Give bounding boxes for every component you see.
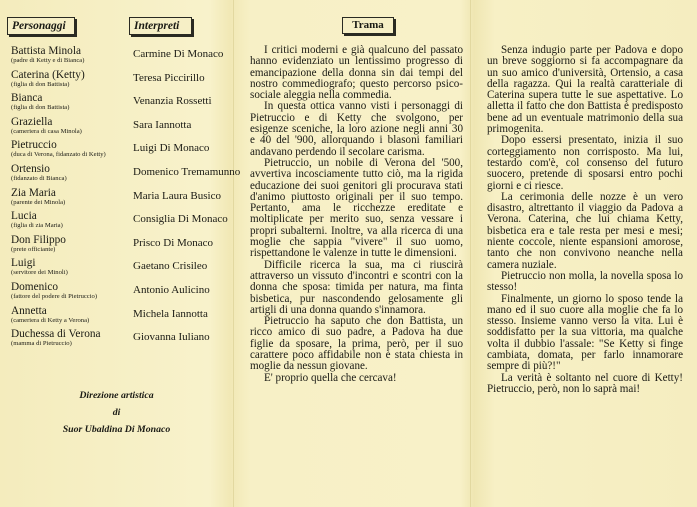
actor-name: Domenico Tremamunno bbox=[133, 165, 241, 178]
paragraph: E' proprio quella che cercava! bbox=[264, 371, 397, 384]
paragraph: La verità è soltanto nel cuore di Ketty! Pietruccio, però, non lo saprà mai! bbox=[487, 371, 683, 395]
character-name: Domenico bbox=[11, 280, 59, 293]
paragraph: La cerimonia delle nozze è un vero disastro, altrettanto il viaggio da Padova a Verona. Caterina, che lui chiama Ketty, bisbetica era e tale resta per mesi e mesi; niente coccole, niente espansioni amorose, tanto che non convivono neanche nella camera nuziale. bbox=[487, 190, 683, 271]
cast-row bbox=[11, 139, 233, 163]
actor-name: Prisco Di Monaco bbox=[133, 236, 214, 249]
character-note: (duca di Verona, fidanzato di Ketty) bbox=[11, 151, 106, 159]
direction-label: Direzione artistica bbox=[79, 390, 154, 401]
character-note: (prete officiante) bbox=[11, 245, 56, 253]
actors-header: Interpreti bbox=[129, 17, 192, 35]
character-note: (fattore del podere di Pietruccio) bbox=[11, 292, 98, 300]
character-note: (figlia di don Battista) bbox=[11, 104, 70, 112]
character-name: Pietruccio bbox=[11, 139, 57, 152]
character-note: (fidanzato di Bianca) bbox=[11, 174, 67, 182]
cast-row bbox=[11, 328, 233, 352]
cast-row bbox=[11, 305, 233, 329]
actor-name: Luigi Di Monaco bbox=[133, 142, 210, 155]
cast-row bbox=[11, 92, 233, 116]
character-note: (padre di Ketty e di Bianca) bbox=[11, 57, 85, 64]
character-name: Duchessa di Verona bbox=[11, 328, 101, 341]
paragraph: Dopo essersi presentato, inizia il suo corteggiamento non corrisposto. Ma lui, testardo com'è, col consenso del futuro suocero, pretende di sposarsi entro pochi giorni e ci riesce. bbox=[487, 134, 683, 192]
actor-name: Venanzia Rossetti bbox=[133, 95, 212, 108]
paragraph: In questa ottica vanno visti i personaggi di Pietruccio e di Ketty che svolgono, per esigenze sceniche, la loro azione negli anni 30 e 40 del '900, allorquando i blasoni familiari andavano perdendo il secolare carisma. bbox=[250, 100, 463, 158]
paragraph: Pietruccio ha saputo che don Battista, un ricco amico di suo padre, a Padova ha due figlie da sposare, la prima, però, per il suo carattere poco affidabile non è stata chiesta in moglie da nessun giovane. bbox=[250, 315, 463, 373]
character-note: (mamma di Pietruccio) bbox=[11, 340, 72, 348]
actor-name: Teresa Piccirillo bbox=[133, 71, 205, 84]
cast-row bbox=[11, 45, 233, 69]
character-name: Zia Maria bbox=[11, 186, 56, 199]
character-name: Battista Minola bbox=[11, 45, 81, 57]
cast-row bbox=[11, 281, 233, 305]
paragraph: Difficile ricerca la sua, ma ci riuscirà attraverso un vissuto d'incontri e scontri con la donna che sposa: timida per natura, ma finta bisbetica, pur nascondendo gelosamente gli artigli di una donna quando s'innamora. bbox=[250, 258, 463, 316]
character-name: Caterina (Ketty) bbox=[11, 68, 85, 81]
paragraph: Pietruccio non molla, la novella sposa lo stesso! bbox=[487, 269, 683, 294]
actor-name: Consiglia Di Monaco bbox=[133, 213, 228, 226]
direction-of: di bbox=[112, 407, 121, 418]
character-note: (servitore dei Minoli) bbox=[11, 269, 68, 277]
fold-line bbox=[233, 0, 234, 507]
trama-column-1 bbox=[250, 45, 463, 384]
characters-header: Personaggi bbox=[7, 17, 75, 35]
paragraph: Pietruccio, un nobile di Verona del '500, avvertiva incosciamente tutto ciò, ma la rigida educazione dei suoi genitori gli procurava stati d'animo piuttosto originali per il suo tempo. Pertanto, ama le ricchezze ereditate e moltiplicate per merito suo, senza vessare i propri subalterni. Inoltre, va alla ricerca di una moglie che sappia "vivere" il suo uomo, rispettandone le valenze in tutte le dimensioni. bbox=[250, 156, 463, 260]
character-note: (figlia di don Battista) bbox=[11, 80, 70, 88]
character-name: Lucia bbox=[11, 210, 37, 223]
character-name: Ortensio bbox=[11, 162, 50, 175]
trama-column-2 bbox=[487, 45, 683, 395]
cast-row bbox=[11, 116, 233, 140]
paragraph: I critici moderni e già qualcuno del passato hanno evidenziato un lentissimo progresso di emancipazione della donna sin dai tempi del nostro commediografo; questo percorso psico-sociale aleggia nella commedia. bbox=[250, 44, 463, 102]
actor-name: Michela Iannotta bbox=[133, 307, 208, 320]
cast-row bbox=[11, 257, 233, 281]
character-note: (cameriera di casa Minola) bbox=[11, 127, 82, 135]
actor-name: Gaetano Crisileo bbox=[133, 260, 208, 273]
paragraph: Senza indugio parte per Padova e dopo un breve soggiorno si fa accompagnare da un suo amico d'università, Ortensio, a casa della ragazza. Qui la realtà caratteriale di Caterina supera tutte le sue aspettative. Lo alletta il fatto che don Battista è predisposto bene ad un eventuale matrimonio della sua primogenita. bbox=[487, 44, 683, 136]
actor-name: Giovanna Iuliano bbox=[133, 331, 210, 344]
actor-name: Antonio Aulicino bbox=[133, 283, 210, 296]
paragraph: Finalmente, un giorno lo sposo tende la mano ed il suo cuore alla moglie che fa lo stesso. Insieme vanno verso la vita. Lui è soddisfatto per la sua vittoria, ma qualche volta il dubbio l'assale: "Se Ketty si finge cambiata, domata, per farlo innamorare sempre di più?!" bbox=[487, 292, 683, 373]
character-name: Graziella bbox=[11, 115, 53, 128]
cast-row bbox=[11, 187, 233, 211]
character-note: (figlia di zia Maria) bbox=[11, 222, 63, 230]
actor-name: Carmine Di Monaco bbox=[133, 48, 224, 60]
character-note: (parente dei Minola) bbox=[11, 198, 66, 206]
cast-row bbox=[11, 69, 233, 93]
character-note: (cameriera di Ketty a Verona) bbox=[11, 316, 90, 324]
character-name: Don Filippo bbox=[11, 233, 66, 246]
actor-name: Sara Iannotta bbox=[133, 118, 192, 131]
cast-row bbox=[11, 234, 233, 258]
cast-list bbox=[11, 45, 241, 352]
cast-row bbox=[11, 162, 241, 187]
cast-row bbox=[11, 210, 233, 234]
character-name: Annetta bbox=[11, 304, 47, 317]
fold-line bbox=[470, 0, 471, 507]
actor-name: Maria Laura Busico bbox=[133, 189, 221, 202]
character-name: Bianca bbox=[11, 92, 43, 105]
director-name: Suor Ubaldina Di Monaco bbox=[62, 424, 171, 435]
character-name: Luigi bbox=[11, 257, 36, 270]
trama-title: Trama bbox=[342, 17, 394, 34]
